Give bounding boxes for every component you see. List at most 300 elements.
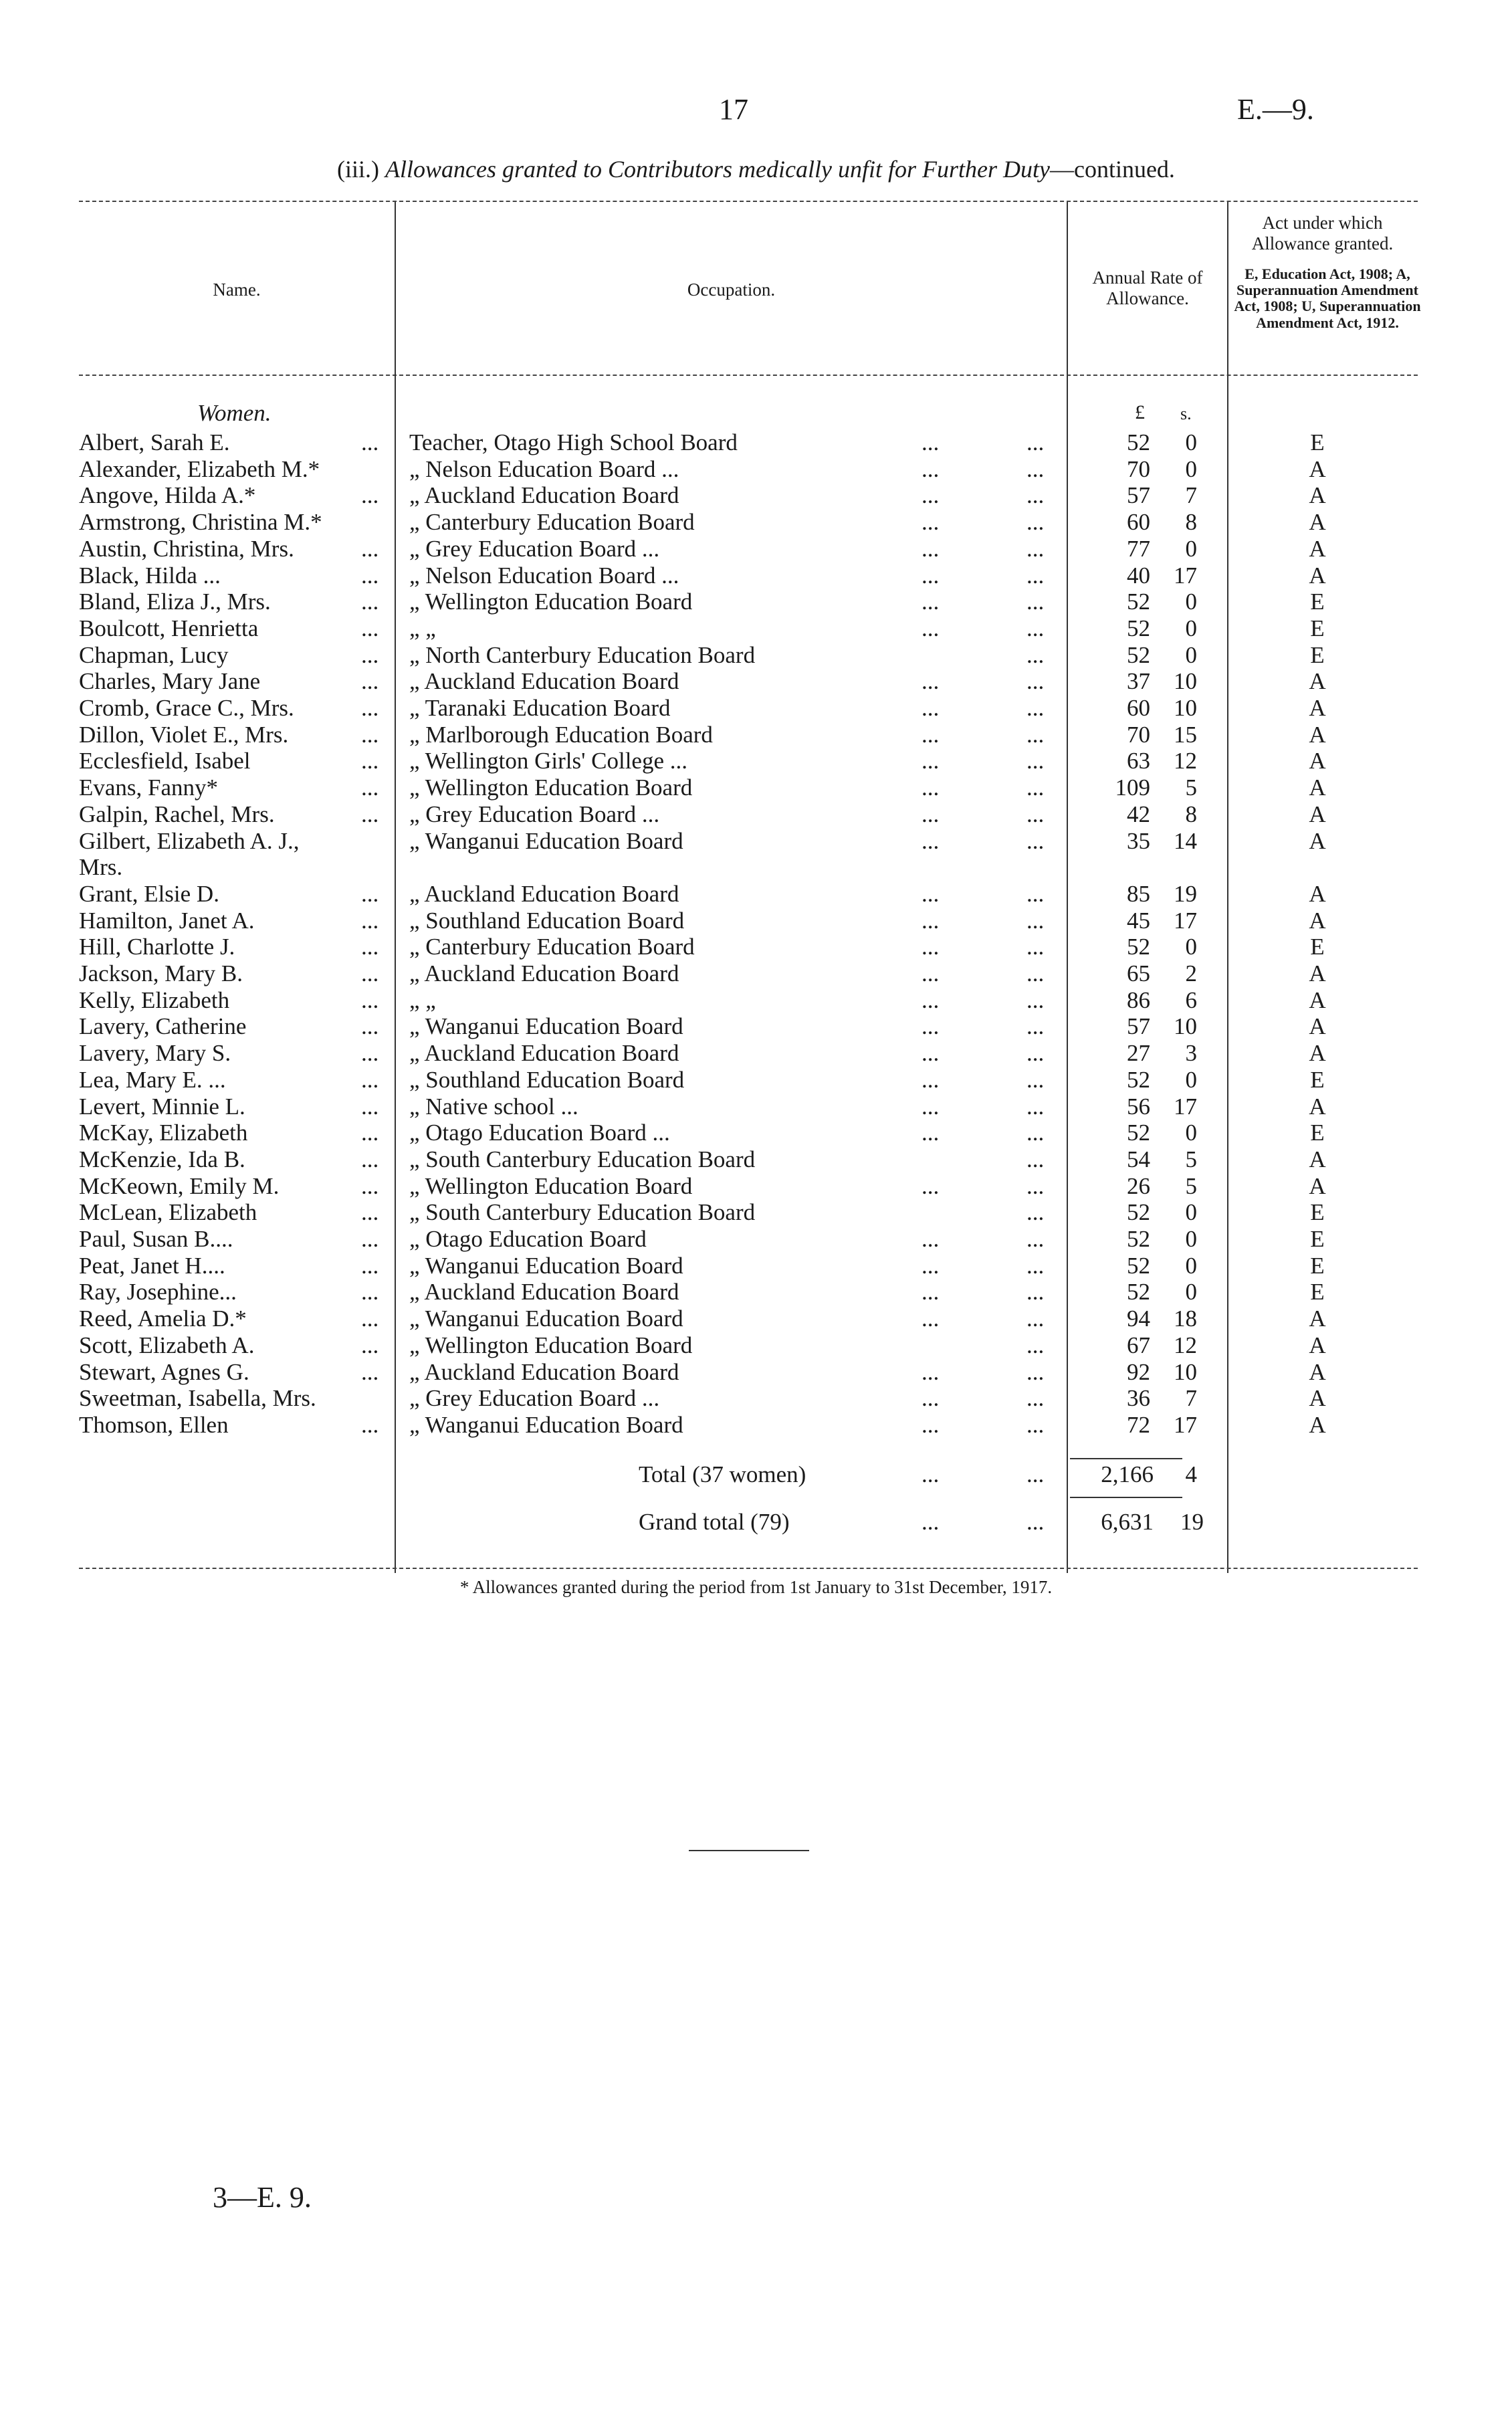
name-leader: ... [361, 748, 379, 774]
end-rule [689, 1850, 809, 1851]
name-cell: McLean, Elizabeth [79, 1199, 257, 1226]
table-row [0, 774, 1512, 801]
occupation-cell: „ Wanganui Education Board [409, 1411, 683, 1438]
act-cell: A [1309, 1385, 1326, 1412]
occupation-leader-1: ... [922, 1279, 940, 1305]
footnote: * Allowances granted during the period from 1st January to 31st December, 1917. [459, 1577, 1053, 1597]
shillings-cell: 12 [1174, 1332, 1197, 1358]
table-row [0, 429, 1512, 456]
pounds-cell: 60 [1127, 509, 1150, 536]
occupation-leader-2: ... [1027, 641, 1045, 668]
occupation-leader-2: ... [1027, 1411, 1045, 1438]
table-row [0, 456, 1512, 483]
act-cell: A [1309, 509, 1326, 536]
pounds-cell: 52 [1127, 1120, 1150, 1146]
name-cell: Albert, Sarah E. [79, 429, 230, 455]
occupation-leader-1: ... [922, 774, 940, 801]
pounds-cell: 45 [1127, 907, 1150, 934]
act-cell: E [1310, 589, 1325, 615]
total-label: Total (37 women) [639, 1461, 806, 1487]
occupation-leader-2: ... [1027, 1279, 1045, 1305]
name-cell: Gilbert, Elizabeth A. J., [79, 827, 300, 854]
shillings-cell: 19 [1174, 880, 1197, 907]
occupation-leader-1: ... [922, 1226, 940, 1252]
occupation-cell: „ „ [409, 615, 436, 641]
pounds-cell: 40 [1127, 562, 1150, 589]
pounds-cell: 54 [1127, 1146, 1150, 1172]
total-rule-lower [1070, 1497, 1182, 1498]
name-cell: Peat, Janet H.... [79, 1252, 225, 1279]
occupation-cell: „ Auckland Education Board [409, 960, 679, 986]
occupation-leader-1: ... [922, 827, 940, 854]
shillings-cell: 8 [1185, 509, 1197, 536]
occupation-leader-2: ... [1027, 1305, 1045, 1332]
pounds-cell: 63 [1127, 748, 1150, 774]
pounds-cell: 56 [1127, 1093, 1150, 1120]
pounds-cell: 57 [1127, 482, 1150, 509]
occupation-leader-1: ... [922, 668, 940, 695]
name-leader: ... [361, 429, 379, 455]
name-cell: Hamilton, Janet A. [79, 907, 255, 934]
shillings-cell: 0 [1185, 535, 1197, 562]
pounds-cell: 52 [1127, 641, 1150, 668]
occupation-leader-2: ... [1027, 615, 1045, 641]
name-leader: ... [361, 1172, 379, 1199]
act-cell: A [1309, 907, 1326, 934]
occupation-leader-1: ... [922, 695, 940, 721]
name-leader: ... [361, 1093, 379, 1120]
name-cell: Alexander, Elizabeth M.* [79, 455, 320, 482]
table-row [0, 1120, 1512, 1146]
occupation-cell: „ Wanganui Education Board [409, 1013, 683, 1040]
name-leader: ... [361, 774, 379, 801]
table-caption [0, 155, 1512, 183]
shillings-cell: 0 [1185, 1066, 1197, 1093]
shillings-cell: 18 [1174, 1305, 1197, 1332]
shillings-unit: s. [1180, 404, 1192, 423]
occupation-cell: „ Native school ... [409, 1093, 578, 1120]
name-cell: Dillon, Violet E., Mrs. [79, 721, 289, 748]
occupation-cell: „ Grey Education Board ... [409, 1385, 660, 1412]
occupation-cell: „ Marlborough Education Board [409, 721, 713, 748]
act-cell: A [1309, 774, 1326, 801]
occupation-leader-1: ... [922, 1252, 940, 1279]
occupation-leader-1: ... [922, 535, 940, 562]
pounds-cell: 26 [1127, 1172, 1150, 1199]
occupation-cell: „ Canterbury Education Board [409, 934, 695, 960]
act-cell: E [1310, 429, 1325, 455]
name-leader: ... [361, 1066, 379, 1093]
occupation-leader-2: ... [1027, 509, 1045, 536]
name-cell: Mrs. [79, 854, 123, 881]
name-leader: ... [361, 562, 379, 589]
page-reference: E.—9. [1237, 93, 1314, 126]
occupation-leader-2: ... [1027, 1146, 1045, 1172]
act-cell: A [1309, 1146, 1326, 1172]
occupation-leader-2: ... [1027, 934, 1045, 960]
occupation-leader-2: ... [1027, 429, 1045, 455]
name-cell: Chapman, Lucy [79, 641, 229, 668]
occupation-cell: „ Wellington Education Board [409, 1172, 693, 1199]
name-cell: Hill, Charlotte J. [79, 934, 235, 960]
act-legend: E, Education Act, 1908; A, Superannuation Amendment Act, 1908; U, Superannuation Amendment Act, 1912. [1234, 266, 1421, 331]
pounds-cell: 37 [1127, 668, 1150, 695]
name-cell: Thomson, Ellen [79, 1411, 229, 1438]
pounds-cell: 85 [1127, 880, 1150, 907]
occupation-leader-2: ... [1027, 1226, 1045, 1252]
pounds-cell: 27 [1127, 1040, 1150, 1067]
shillings-cell: 0 [1185, 1252, 1197, 1279]
total-dots-1: ... [922, 1461, 940, 1487]
name-leader: ... [361, 1146, 379, 1172]
shillings-cell: 17 [1174, 1093, 1197, 1120]
name-leader: ... [361, 1040, 379, 1067]
occupation-leader-2: ... [1027, 1252, 1045, 1279]
occupation-leader-1: ... [922, 1066, 940, 1093]
occupation-leader-1: ... [922, 721, 940, 748]
pounds-cell: 109 [1115, 774, 1150, 801]
act-cell: E [1310, 1279, 1325, 1305]
table-row [0, 1067, 1512, 1093]
pounds-cell: 70 [1127, 721, 1150, 748]
pounds-cell: 52 [1127, 1199, 1150, 1226]
occupation-cell: „ Wellington Education Board [409, 1332, 693, 1358]
shillings-cell: 5 [1185, 1146, 1197, 1172]
occupation-cell: „ Canterbury Education Board [409, 509, 695, 536]
name-cell: Evans, Fanny* [79, 774, 219, 801]
act-cell: A [1309, 455, 1326, 482]
occupation-leader-2: ... [1027, 827, 1045, 854]
occupation-leader-2: ... [1027, 1013, 1045, 1040]
table-row [0, 509, 1512, 536]
act-cell: E [1310, 1120, 1325, 1146]
act-cell: A [1309, 1305, 1326, 1332]
occupation-cell: „ Wanganui Education Board [409, 1305, 683, 1332]
act-cell: A [1309, 1172, 1326, 1199]
table-row [0, 934, 1512, 960]
name-cell: Ecclesfield, Isabel [79, 748, 251, 774]
occupation-leader-2: ... [1027, 695, 1045, 721]
occupation-cell: „ North Canterbury Education Board [409, 641, 756, 668]
name-leader: ... [361, 801, 379, 827]
name-leader: ... [361, 482, 379, 509]
occupation-cell: „ Nelson Education Board ... [409, 562, 679, 589]
name-leader: ... [361, 1199, 379, 1226]
occupation-cell: „ Grey Education Board ... [409, 801, 660, 827]
name-cell: Cromb, Grace C., Mrs. [79, 695, 294, 721]
occupation-leader-2: ... [1027, 801, 1045, 827]
section-label-women: Women. [197, 400, 272, 426]
shillings-cell: 0 [1185, 1279, 1197, 1305]
name-cell: Lavery, Catherine [79, 1013, 247, 1040]
act-cell: A [1309, 880, 1326, 907]
occupation-leader-1: ... [922, 1358, 940, 1385]
shillings-cell: 5 [1185, 1172, 1197, 1199]
pounds-cell: 57 [1127, 1013, 1150, 1040]
act-cell: A [1309, 827, 1326, 854]
occupation-leader-2: ... [1027, 1172, 1045, 1199]
name-cell: Galpin, Rachel, Mrs. [79, 801, 275, 827]
occupation-cell: Teacher, Otago High School Board [409, 429, 738, 455]
table-row [0, 1305, 1512, 1332]
pounds-cell: 52 [1127, 429, 1150, 455]
shillings-cell: 3 [1185, 1040, 1197, 1067]
occupation-leader-2: ... [1027, 482, 1045, 509]
act-cell: A [1309, 1411, 1326, 1438]
occupation-leader-1: ... [922, 880, 940, 907]
name-leader: ... [361, 1279, 379, 1305]
table-row [0, 615, 1512, 642]
occupation-cell: „ Southland Education Board [409, 907, 685, 934]
shillings-cell: 12 [1174, 748, 1197, 774]
occupation-cell: „ Auckland Education Board [409, 668, 679, 695]
page-number: 17 [719, 93, 748, 126]
signature-mark: 3—E. 9. [213, 2181, 312, 2214]
occupation-leader-2: ... [1027, 1332, 1045, 1358]
name-leader: ... [361, 1332, 379, 1358]
pounds-cell: 52 [1127, 615, 1150, 641]
table-row [0, 828, 1512, 855]
act-cell: A [1309, 960, 1326, 986]
occupation-leader-2: ... [1027, 774, 1045, 801]
act-cell: A [1309, 562, 1326, 589]
occupation-leader-1: ... [922, 1305, 940, 1332]
pounds-cell: 92 [1127, 1358, 1150, 1385]
occupation-cell: „ Southland Education Board [409, 1066, 685, 1093]
occupation-cell: „ Wellington Education Board [409, 774, 693, 801]
name-leader: ... [361, 589, 379, 615]
name-cell: Ray, Josephine... [79, 1279, 237, 1305]
table-row [0, 881, 1512, 908]
occupation-cell: „ Wellington Education Board [409, 589, 693, 615]
name-cell: McKenzie, Ida B. [79, 1146, 245, 1172]
name-leader: ... [361, 1411, 379, 1438]
shillings-cell: 0 [1185, 589, 1197, 615]
table-row [0, 960, 1512, 987]
occupation-cell: „ Auckland Education Board [409, 880, 679, 907]
shillings-cell: 6 [1185, 986, 1197, 1013]
occupation-cell: „ Auckland Education Board [409, 1040, 679, 1067]
pounds-cell: 70 [1127, 455, 1150, 482]
name-cell: Boulcott, Henrietta [79, 615, 259, 641]
occupation-leader-2: ... [1027, 1066, 1045, 1093]
shillings-cell: 2 [1185, 960, 1197, 986]
table-row [0, 854, 1512, 881]
caption-suffix: —continued. [1049, 156, 1175, 183]
name-cell: Angove, Hilda A.* [79, 482, 256, 509]
shillings-cell: 0 [1185, 641, 1197, 668]
occupation-leader-2: ... [1027, 535, 1045, 562]
table-row [0, 536, 1512, 562]
occupation-leader-1: ... [922, 1411, 940, 1438]
pounds-unit: £ [1135, 401, 1145, 423]
pounds-cell: 42 [1127, 801, 1150, 827]
act-cell: E [1310, 1066, 1325, 1093]
shillings-cell: 14 [1174, 827, 1197, 854]
act-cell: A [1309, 1358, 1326, 1385]
name-cell: Kelly, Elizabeth [79, 986, 230, 1013]
name-cell: Bland, Eliza J., Mrs. [79, 589, 271, 615]
table-row [0, 1013, 1512, 1040]
act-cell: A [1309, 1040, 1326, 1067]
shillings-cell: 10 [1174, 668, 1197, 695]
table-row [0, 1253, 1512, 1279]
shillings-cell: 0 [1185, 429, 1197, 455]
occupation-leader-2: ... [1027, 907, 1045, 934]
pounds-cell: 77 [1127, 535, 1150, 562]
act-cell: E [1310, 1226, 1325, 1252]
occupation-leader-1: ... [922, 1013, 940, 1040]
act-cell: E [1310, 641, 1325, 668]
grand-total-shillings: 19 [1180, 1509, 1204, 1535]
occupation-leader-1: ... [922, 1120, 940, 1146]
caption-title: Allowances granted to Contributors medically unfit for Further Duty [385, 156, 1050, 183]
name-leader: ... [361, 668, 379, 695]
act-cell: A [1309, 1013, 1326, 1040]
name-leader: ... [361, 535, 379, 562]
name-cell: Jackson, Mary B. [79, 960, 243, 986]
occupation-leader-2: ... [1027, 589, 1045, 615]
grand-total-dots-1: ... [922, 1509, 940, 1535]
occupation-cell: „ Otago Education Board [409, 1226, 647, 1252]
name-cell: Lavery, Mary S. [79, 1040, 231, 1067]
occupation-cell: „ Auckland Education Board [409, 482, 679, 509]
name-leader: ... [361, 1013, 379, 1040]
name-cell: Stewart, Agnes G. [79, 1358, 249, 1385]
occupation-leader-1: ... [922, 907, 940, 934]
pounds-cell: 86 [1127, 986, 1150, 1013]
occupation-cell: „ South Canterbury Education Board [409, 1146, 756, 1172]
name-leader: ... [361, 907, 379, 934]
table-row [0, 1040, 1512, 1067]
column-header-name: Name. [213, 280, 261, 300]
act-cell: A [1309, 668, 1326, 695]
table-row [0, 1146, 1512, 1173]
name-cell: Grant, Elsie D. [79, 880, 219, 907]
name-cell: Sweetman, Isabella, Mrs. [79, 1385, 316, 1412]
occupation-leader-1: ... [922, 801, 940, 827]
act-cell: E [1310, 615, 1325, 641]
name-leader: ... [361, 695, 379, 721]
occupation-leader-1: ... [922, 429, 940, 455]
caption-prefix: (iii.) [337, 156, 380, 183]
table-row [0, 1359, 1512, 1386]
occupation-leader-2: ... [1027, 986, 1045, 1013]
total-dots-2: ... [1027, 1461, 1045, 1487]
pounds-cell: 60 [1127, 695, 1150, 721]
pounds-cell: 72 [1127, 1411, 1150, 1438]
name-cell: McKeown, Emily M. [79, 1172, 280, 1199]
occupation-cell: „ Auckland Education Board [409, 1279, 679, 1305]
pounds-cell: 52 [1127, 1279, 1150, 1305]
header-bottom-rule [79, 375, 1418, 376]
occupation-leader-2: ... [1027, 1120, 1045, 1146]
table-row [0, 642, 1512, 669]
occupation-leader-2: ... [1027, 880, 1045, 907]
occupation-leader-2: ... [1027, 960, 1045, 986]
act-cell: A [1309, 1093, 1326, 1120]
shillings-cell: 0 [1185, 1120, 1197, 1146]
total-pounds: 2,166 [1101, 1461, 1154, 1487]
shillings-cell: 17 [1174, 907, 1197, 934]
act-cell: A [1309, 748, 1326, 774]
occupation-leader-1: ... [922, 509, 940, 536]
occupation-leader-1: ... [922, 1385, 940, 1412]
occupation-leader-1: ... [922, 986, 940, 1013]
occupation-cell: „ „ [409, 986, 436, 1013]
table-row [0, 562, 1512, 589]
pounds-cell: 67 [1127, 1332, 1150, 1358]
shillings-cell: 10 [1174, 695, 1197, 721]
pounds-cell: 52 [1127, 934, 1150, 960]
shillings-cell: 17 [1174, 1411, 1197, 1438]
total-rule-upper [1070, 1458, 1182, 1459]
occupation-leader-2: ... [1027, 1040, 1045, 1067]
name-cell: Scott, Elizabeth A. [79, 1332, 255, 1358]
pounds-cell: 94 [1127, 1305, 1150, 1332]
column-header-act: Act under which Allowance granted. [1251, 213, 1394, 254]
column-header-occupation: Occupation. [687, 280, 776, 300]
pounds-cell: 52 [1127, 1226, 1150, 1252]
occupation-cell: „ Taranaki Education Board [409, 695, 671, 721]
occupation-leader-1: ... [922, 482, 940, 509]
occupation-cell: „ Wellington Girls' College ... [409, 748, 687, 774]
table-top-rule [79, 201, 1418, 202]
name-leader: ... [361, 615, 379, 641]
grand-total-pounds: 6,631 [1101, 1509, 1154, 1535]
shillings-cell: 0 [1185, 455, 1197, 482]
shillings-cell: 17 [1174, 562, 1197, 589]
occupation-leader-2: ... [1027, 748, 1045, 774]
shillings-cell: 5 [1185, 774, 1197, 801]
shillings-cell: 10 [1174, 1013, 1197, 1040]
table-row [0, 1279, 1512, 1305]
name-cell: Levert, Minnie L. [79, 1093, 245, 1120]
column-header-rate: Annual Rate of Allowance. [1092, 268, 1203, 309]
occupation-leader-1: ... [922, 1040, 940, 1067]
table-row [0, 801, 1512, 828]
table-row [0, 722, 1512, 748]
table-row [0, 908, 1512, 934]
pounds-cell: 36 [1127, 1385, 1150, 1412]
table-row [0, 695, 1512, 722]
name-leader: ... [361, 880, 379, 907]
occupation-leader-1: ... [922, 1172, 940, 1199]
occupation-leader-2: ... [1027, 1093, 1045, 1120]
table-row [0, 482, 1512, 509]
occupation-leader-1: ... [922, 562, 940, 589]
grand-total-dots-2: ... [1027, 1509, 1045, 1535]
occupation-leader-1: ... [922, 960, 940, 986]
occupation-leader-2: ... [1027, 562, 1045, 589]
name-cell: Armstrong, Christina M.* [79, 509, 322, 536]
occupation-cell: „ Nelson Education Board ... [409, 455, 679, 482]
table-row [0, 1199, 1512, 1226]
shillings-cell: 10 [1174, 1358, 1197, 1385]
table-row [0, 589, 1512, 615]
shillings-cell: 0 [1185, 934, 1197, 960]
name-cell: Charles, Mary Jane [79, 668, 261, 695]
name-leader: ... [361, 641, 379, 668]
table-row [0, 1332, 1512, 1359]
pounds-cell: 65 [1127, 960, 1150, 986]
occupation-leader-1: ... [922, 589, 940, 615]
table-row [0, 1226, 1512, 1253]
occupation-cell: „ Otago Education Board ... [409, 1120, 670, 1146]
act-cell: A [1309, 695, 1326, 721]
occupation-cell: „ Wanganui Education Board [409, 827, 683, 854]
act-cell: A [1309, 535, 1326, 562]
